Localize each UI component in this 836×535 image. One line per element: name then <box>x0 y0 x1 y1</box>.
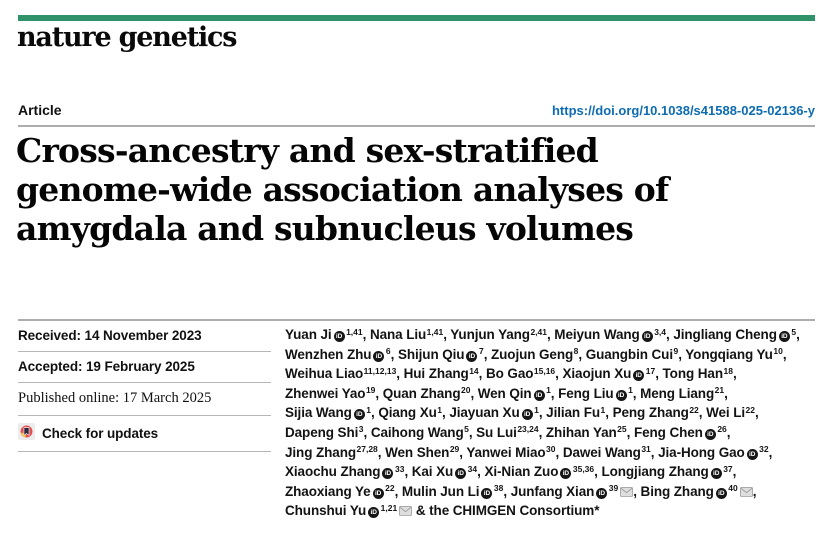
kicker-row <box>18 102 815 118</box>
affiliation-superscript: 39 <box>608 483 619 494</box>
author-name: Junfang Xian <box>510 483 595 499</box>
orcid-icon[interactable]: iD <box>779 331 790 342</box>
author-name: Jing Zhang <box>285 444 356 460</box>
author-name: Hui Zhang <box>403 366 469 382</box>
author-name: Wen Qin <box>477 385 532 401</box>
author-line: Jing Zhang$^{27,28}$, Wen Shen$^{29}$, Yanwei Miao$^{30}$, Dawei Wang$^{31}$, Jia-Hong Gao iD $^{32}$, <box>285 444 773 460</box>
article-title <box>16 131 668 248</box>
affiliation-superscript: 25 <box>617 424 627 435</box>
orcid-icon[interactable]: iD <box>633 370 644 381</box>
author-name: Su Lui <box>476 424 517 440</box>
author-name: Jiayuan Xu <box>449 405 520 421</box>
author-list <box>285 326 825 522</box>
affiliation-superscript: 1 <box>546 385 551 396</box>
affiliation-superscript: 29 <box>449 444 460 455</box>
affiliation-superscript: 1,41 <box>346 326 363 337</box>
author-name: Qiang Xu <box>378 405 437 421</box>
author-name: Mulin Jun Li <box>401 483 480 499</box>
author-name: Jilian Fu <box>546 405 601 421</box>
orcid-icon[interactable]: iD <box>711 468 722 479</box>
orcid-icon[interactable]: iD <box>354 409 365 420</box>
author-name: Wenzhen Zhu <box>285 346 372 362</box>
orcid-icon[interactable]: iD <box>368 507 379 518</box>
affiliation-superscript: 1,21 <box>380 502 398 513</box>
affiliation-superscript: 22 <box>689 404 699 415</box>
email-icon <box>740 484 753 502</box>
author-name: Feng Chen <box>633 424 703 440</box>
author-name: Jingliang Cheng <box>673 327 777 342</box>
affiliation-superscript: 1,41 <box>426 326 444 337</box>
author-line: Wenzhen Zhu iD $^6$, Shijun Qiu iD $^7$, Zuojun Geng$^8$, Guangbin Cui$^9$, Yongqiang Yu$^{10}$, <box>285 346 787 362</box>
affiliation-superscript: 1 <box>437 404 443 415</box>
orcid-icon[interactable]: iD <box>560 468 571 479</box>
affiliation-superscript: 1 <box>366 404 371 415</box>
orcid-icon[interactable]: iD <box>616 390 627 401</box>
author-name: Wen Shen <box>385 444 450 460</box>
affiliation-superscript: 32 <box>759 444 769 455</box>
author-name: Zhaoxiang Ye <box>285 483 371 499</box>
orcid-icon[interactable]: iD <box>481 488 492 499</box>
orcid-icon[interactable]: iD <box>642 331 653 342</box>
affiliation-superscript: 2,41 <box>530 326 547 337</box>
author-name: Weihua Liao <box>285 366 364 382</box>
affiliation-superscript: 37 <box>723 463 733 474</box>
affiliation-superscript: 15,16 <box>533 365 556 376</box>
author-name: Bo Gao <box>485 366 534 382</box>
affiliation-superscript: 6 <box>385 346 391 357</box>
author-name: Zhihan Yan <box>545 424 617 440</box>
affiliation-superscript: 5 <box>464 424 469 435</box>
metadata-column <box>18 321 271 452</box>
affiliation-superscript: 22 <box>385 483 395 494</box>
author-line: Zhaoxiang Ye iD $^{22}$, Mulin Jun Li iD $^{38}$, Junfang Xian iD $^{39}$ , Bing Zhang iD $^{40}$ , <box>285 483 825 503</box>
author-name: Xi-Nian Zuo <box>484 464 559 480</box>
author-name: Quan Zhang <box>382 385 461 401</box>
author-name: Peng Zhang <box>612 405 689 421</box>
orcid-icon[interactable]: iD <box>522 409 533 420</box>
consortium-label: & the CHIMGEN Consortium* <box>415 503 600 519</box>
author-line: Weihua Liao$^{11,12,13}$, Hui Zhang$^{14}$, Bo Gao$^{15,16}$, Xiaojun Xu iD $^{17}$, Tong Han$^{18}$, <box>285 365 737 382</box>
title-line-2: genome-wide association analyses of <box>16 170 669 209</box>
author-name: Zuojun Geng <box>491 346 574 362</box>
affiliation-superscript: 35,36 <box>572 463 595 474</box>
orcid-icon[interactable]: iD <box>382 468 393 479</box>
author-name: Yuan Ji <box>285 327 332 342</box>
affiliation-superscript: 3 <box>358 424 364 435</box>
author-line: Zhenwei Yao$^{19}$, Quan Zhang$^{20}$, Wen Qin iD $^1$, Feng Liu iD $^1$, Meng Liang$^{21}$, <box>285 385 728 401</box>
author-name: Feng Liu <box>558 385 614 401</box>
author-name: Longjiang Zhang <box>601 464 709 480</box>
affiliation-superscript: 10 <box>773 346 783 357</box>
author-name: Sijia Wang <box>285 405 352 421</box>
author-name: Guangbin Cui <box>585 346 673 362</box>
author-name: Bing Zhang <box>640 483 714 499</box>
author-name: Jia-Hong Gao <box>658 444 745 460</box>
article-type-label: Article <box>18 102 62 118</box>
journal-wordmark: nature genetics <box>17 22 237 53</box>
orcid-icon[interactable]: iD <box>716 488 727 499</box>
orcid-icon[interactable]: iD <box>534 390 545 401</box>
affiliation-superscript: 1 <box>600 404 606 415</box>
affiliation-superscript: 18 <box>723 365 733 376</box>
check-for-updates-label: Check for updates <box>42 425 159 441</box>
orcid-icon[interactable]: iD <box>705 429 716 440</box>
author-line: Xiaochu Zhang iD $^{33}$, Kai Xu iD $^{34}$, Xi-Nian Zuo iD $^{35,36}$, Longjiang Zhang iD $^{37}$, <box>285 463 737 480</box>
affiliation-superscript: 31 <box>641 444 651 455</box>
header-rule <box>18 125 815 127</box>
author-line: Yuan Ji iD $^{1,41}$, Nana Liu$^{1,41}$, Yunjun Yang$^{2,41}$, Meiyun Wang iD $^{3,4}$, Jingliang Cheng iD $^5$, <box>285 326 800 342</box>
orcid-icon[interactable]: iD <box>455 468 466 479</box>
affiliation-superscript: 20 <box>460 385 471 396</box>
affiliation-superscript: 9 <box>673 346 679 357</box>
orcid-icon[interactable]: iD <box>373 488 384 499</box>
received-date: Received: 14 November 2023 <box>18 321 271 352</box>
check-for-updates-badge[interactable] <box>18 416 271 452</box>
author-name: Yanwei Miao <box>466 444 546 460</box>
affiliation-superscript: 22 <box>745 404 755 415</box>
author-name: Meng Liang <box>640 385 715 401</box>
author-name: Nana Liu <box>369 327 427 342</box>
author-name: Dawei Wang <box>562 444 641 460</box>
author-name: Yongqiang Yu <box>685 346 773 362</box>
author-name: Chunshui Yu <box>285 503 367 519</box>
affiliation-superscript: 14 <box>469 365 479 376</box>
affiliation-superscript: 40 <box>728 483 738 494</box>
email-icon <box>399 503 412 521</box>
affiliation-superscript: 7 <box>478 346 484 357</box>
masthead-brand-bar <box>18 15 815 21</box>
affiliation-superscript: 8 <box>573 346 579 357</box>
orcid-icon[interactable]: iD <box>373 351 384 362</box>
published-date: Published online: 17 March 2025 <box>18 383 271 416</box>
accepted-date: Accepted: 19 February 2025 <box>18 352 271 383</box>
author-line: Dapeng Shi$^3$, Caihong Wang$^5$, Su Lui$^{23,24}$, Zhihan Yan$^{25}$, Feng Chen iD $^{26}$, <box>285 424 731 440</box>
affiliation-superscript: 23,24 <box>517 424 539 435</box>
author-name: Kai Xu <box>411 464 454 480</box>
affiliation-superscript: 11,12,13 <box>363 365 397 376</box>
title-line-1: Cross-ancestry and sex-stratified <box>16 131 598 170</box>
crossmark-icon <box>18 423 35 443</box>
affiliation-superscript: 38 <box>493 483 504 494</box>
affiliation-superscript: 3,4 <box>654 326 667 337</box>
affiliation-superscript: 17 <box>645 365 656 376</box>
author-line <box>285 502 825 522</box>
author-name: Wei Li <box>706 405 745 421</box>
affiliation-superscript: 26 <box>717 424 727 435</box>
orcid-icon[interactable]: iD <box>747 449 758 460</box>
email-icon <box>620 484 633 502</box>
author-name: Dapeng Shi <box>285 424 359 440</box>
author-name: Caihong Wang <box>370 424 464 440</box>
author-name: Yunjun Yang <box>450 327 530 342</box>
orcid-icon[interactable]: iD <box>334 331 345 342</box>
affiliation-superscript: 33 <box>394 463 405 474</box>
affiliation-superscript: 5 <box>791 326 797 337</box>
affiliation-superscript: 27,28 <box>356 444 378 455</box>
author-name: Xiaojun Xu <box>562 366 632 382</box>
affiliation-superscript: 34 <box>467 463 478 474</box>
author-name: Zhenwei Yao <box>285 385 366 401</box>
title-line-3: amygdala and subnucleus volumes <box>16 209 634 248</box>
affiliation-superscript: 21 <box>714 385 725 396</box>
orcid-icon[interactable]: iD <box>466 351 477 362</box>
affiliation-superscript: 1 <box>534 404 539 415</box>
affiliation-superscript: 19 <box>365 385 376 396</box>
author-name: Xiaochu Zhang <box>285 464 381 480</box>
author-name: Tong Han <box>662 366 723 382</box>
author-name: Meiyun Wang <box>554 327 640 342</box>
author-name: Shijun Qiu <box>397 346 465 362</box>
affiliation-superscript: 30 <box>546 444 556 455</box>
orcid-icon[interactable]: iD <box>596 488 607 499</box>
affiliation-superscript: 1 <box>628 385 633 396</box>
doi-link[interactable]: https://doi.org/10.1038/s41588-025-02136-y <box>551 103 815 118</box>
author-line: Sijia Wang iD $^1$, Qiang Xu$^1$, Jiayuan Xu iD $^1$, Jilian Fu$^1$, Peng Zhang$^{22}$, Wei Li$^{22}$, <box>285 404 759 421</box>
